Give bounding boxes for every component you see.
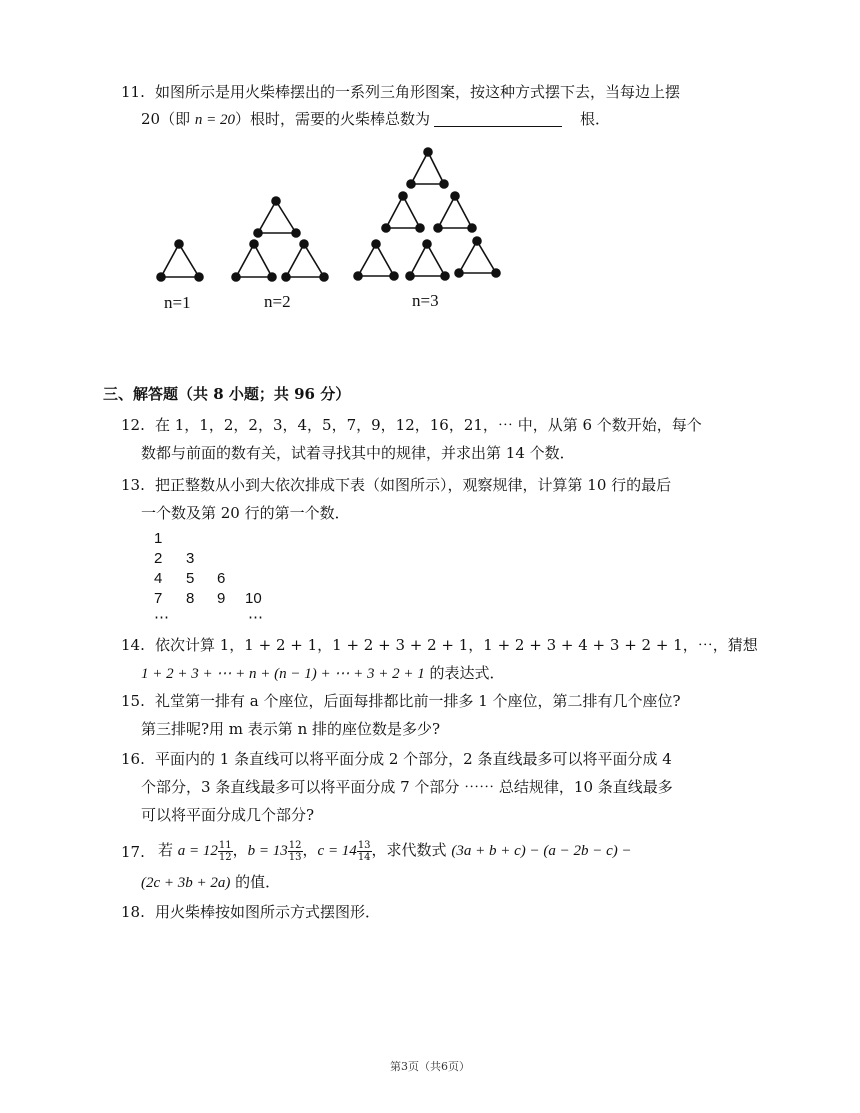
q17-a-eq: a = 12 bbox=[177, 843, 218, 859]
q14-line2-post: 的表达式． bbox=[424, 664, 505, 682]
q11-number: 11. bbox=[121, 83, 145, 101]
table-cell: 4 bbox=[154, 570, 163, 587]
q14-text-line2 bbox=[141, 661, 505, 686]
q11-text-line1: 如图所示是用火柴棒摆出的一系列三角形图案，按这种方式摆下去，当每边上摆 bbox=[155, 83, 681, 101]
table-cell: ⋯ bbox=[248, 609, 263, 626]
table-cell: 7 bbox=[154, 590, 163, 607]
table-cell: 8 bbox=[186, 590, 195, 607]
q12-text-line2: 数都与前面的数有关，试着寻找其中的规律，并求出第 14 个数． bbox=[141, 444, 575, 462]
q11-line2-end: 根． bbox=[580, 110, 611, 128]
q11-n-math: n = 20 bbox=[194, 112, 235, 128]
q17-a-fraction: $\frac{11}{12}$ bbox=[218, 839, 232, 863]
triangle-n3 bbox=[354, 148, 500, 280]
table-cell: 1 bbox=[154, 530, 163, 547]
q14-expression: 1 + 2 + 3 + ⋯ + n + (n − 1) + ⋯ + 3 + 2 + 1 bbox=[141, 666, 425, 682]
q11-answer-blank[interactable] bbox=[434, 110, 562, 127]
table-cell: 3 bbox=[186, 550, 195, 567]
q12-number: 12. bbox=[121, 416, 145, 434]
q13-number: 13. bbox=[121, 476, 145, 494]
table-cell: 2 bbox=[154, 550, 163, 567]
q12-text-line1: 在 1，1，2，2，3，4，5，7，9，12，16，21，⋯ 中，从第 6 个数开始，每个 bbox=[155, 416, 702, 434]
q17-c-fraction: $\frac{13}{14}$ bbox=[357, 839, 371, 863]
q15-text-line2: 第三排呢?用 m 表示第 n 排的座位数是多少? bbox=[141, 720, 441, 738]
q14-number: 14. bbox=[121, 636, 145, 654]
q16-number: 16. bbox=[121, 750, 145, 768]
q17-number: 17. bbox=[121, 843, 145, 861]
q14-text-line1: 依次计算 1，1 + 2 + 1，1 + 2 + 3 + 2 + 1，1 + 2 + 3 + 4 + 3 + 2 + 1，⋯，猜想 bbox=[155, 636, 758, 654]
q18-number: 18. bbox=[121, 903, 145, 921]
q17-post: 的值． bbox=[230, 873, 281, 891]
triangle-n1 bbox=[157, 240, 203, 281]
q13-text-line1: 把正整数从小到大依次排成下表（如图所示），观察规律，计算第 10 行的最后 bbox=[155, 476, 672, 494]
fig-label-n2: n=2 bbox=[264, 292, 291, 311]
q17-expression-part2: (2c + 3b + 2a) bbox=[141, 875, 231, 891]
q18-text-line1: 用火柴棒按如图所示方式摆图形． bbox=[155, 903, 381, 921]
q16-text-line2: 个部分，3 条直线最多可以将平面分成 7 个部分 ⋯⋯ 总结规律，10 条直线最多 bbox=[141, 778, 673, 796]
table-cell: 5 bbox=[186, 570, 195, 587]
q17-c-eq: c = 14 bbox=[317, 843, 357, 859]
q16-text-line3: 可以将平面分成几个部分? bbox=[141, 806, 315, 824]
table-cell: ⋯ bbox=[154, 609, 169, 626]
fig-label-n3: n=3 bbox=[412, 291, 439, 310]
q17-pre: 若 bbox=[158, 841, 178, 859]
q11-line2-pre: 20（即 bbox=[141, 110, 195, 128]
table-cell: 9 bbox=[217, 590, 226, 607]
table-cell: 10 bbox=[245, 590, 262, 607]
q11-line2-post: ）根时，需要的火柴棒总数为 bbox=[234, 110, 430, 128]
q15-number: 15. bbox=[121, 692, 145, 710]
q17-b-eq: b = 13 bbox=[247, 843, 288, 859]
q11-text-line2 bbox=[141, 107, 610, 132]
q15-text-line1: 礼堂第一排有 a 个座位，后面每排都比前一排多 1 个座位，第二排有几个座位? bbox=[155, 692, 681, 710]
q17-expression-part1: (3a + b + c) − (a − 2b − c) − bbox=[451, 843, 632, 859]
fig-label-n1: n=1 bbox=[164, 293, 191, 312]
triangle-n2 bbox=[232, 197, 328, 281]
q13-text-line2: 一个数及第 20 行的第一个数． bbox=[141, 504, 350, 522]
page-footer: 第3页（共6页） bbox=[390, 1060, 470, 1073]
matchstick-triangle-figure bbox=[150, 140, 510, 320]
q17-mid: ，求代数式 bbox=[371, 841, 452, 859]
q17-b-fraction: $\frac{12}{13}$ bbox=[288, 839, 302, 863]
q16-text-line1: 平面内的 1 条直线可以将平面分成 2 个部分，2 条直线最多可以将平面分成 4 bbox=[155, 750, 672, 768]
section-title: 三、解答题（共 8 小题；共 96 分） bbox=[103, 385, 351, 403]
q17-text-line2 bbox=[141, 870, 280, 895]
table-cell: 6 bbox=[217, 570, 226, 587]
q17-text-line1: 若 a = 12 $\frac{11}{12}$ ，b = 13 $\frac{12}{13}$ ，c = 14 $\frac{13}{14}$ ，求代数式 (3a + b + c) − (a − 2b − c) − bbox=[158, 839, 632, 863]
